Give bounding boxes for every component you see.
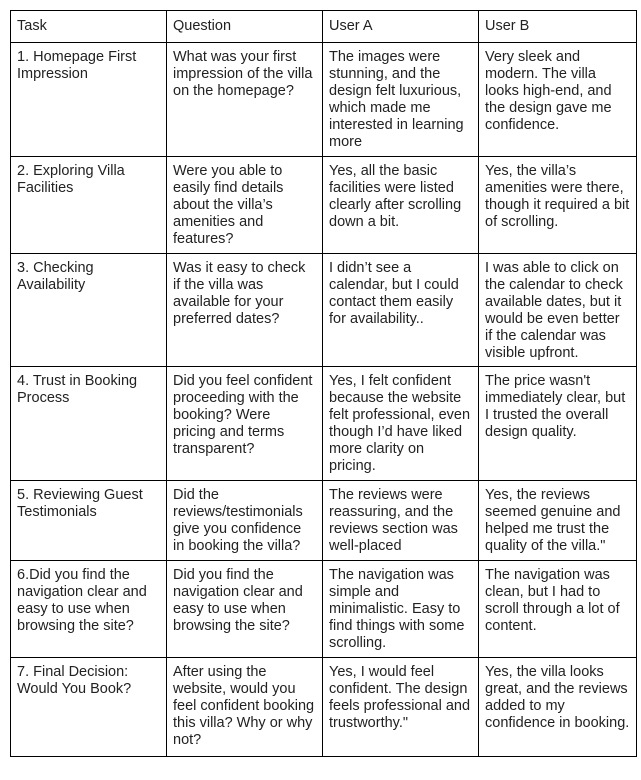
header-row (11, 11, 637, 43)
task-cell: 3. Checking Availability (11, 254, 167, 367)
user-b-cell: Very sleek and modern. The villa looks high-end, and the design gave me confidence. (479, 43, 637, 157)
task-cell: 2. Exploring Villa Facilities (11, 157, 167, 254)
header-question: Question (167, 11, 323, 43)
question-cell: Did the reviews/testimonials give you confidence in booking the villa? (167, 481, 323, 561)
task-cell: 6.Did you find the navigation clear and easy to use when browsing the site? (11, 561, 167, 658)
task-cell: 7. Final Decision: Would You Book? (11, 658, 167, 757)
table-row (11, 481, 637, 561)
question-cell: Did you feel confident proceeding with the booking? Were pricing and terms transparent? (167, 367, 323, 481)
task-cell: 5. Reviewing Guest Testimonials (11, 481, 167, 561)
user-b-cell: Yes, the villa looks great, and the reviews added to my confidence in booking. (479, 658, 637, 757)
question-cell: What was your first impression of the villa on the homepage? (167, 43, 323, 157)
header-user-b: User B (479, 11, 637, 43)
user-a-cell: Yes, all the basic facilities were listed clearly after scrolling down a bit. (323, 157, 479, 254)
question-cell: Did you find the navigation clear and easy to use when browsing the site? (167, 561, 323, 658)
table-row (11, 367, 637, 481)
user-a-cell: Yes, I would feel confident. The design feels professional and trustworthy." (323, 658, 479, 757)
question-cell: After using the website, would you feel confident booking this villa? Why or why not? (167, 658, 323, 757)
question-cell: Was it easy to check if the villa was available for your preferred dates? (167, 254, 323, 367)
table-row (11, 658, 637, 757)
user-b-cell: The price wasn't immediately clear, but I trusted the overall design quality. (479, 367, 637, 481)
table-row (11, 157, 637, 254)
user-a-cell: The navigation was simple and minimalistic. Easy to find things with some scrolling. (323, 561, 479, 658)
table-row (11, 43, 637, 157)
question-cell: Were you able to easily find details about the villa’s amenities and features? (167, 157, 323, 254)
user-b-cell: Yes, the reviews seemed genuine and helped me trust the quality of the villa." (479, 481, 637, 561)
table-row (11, 561, 637, 658)
header-user-a: User A (323, 11, 479, 43)
user-b-cell: The navigation was clean, but I had to scroll through a lot of content. (479, 561, 637, 658)
task-cell: 4. Trust in Booking Process (11, 367, 167, 481)
user-a-cell: The images were stunning, and the design felt luxurious, which made me interested in learning more (323, 43, 479, 157)
usability-results-table (10, 10, 637, 757)
user-a-cell: The reviews were reassuring, and the reviews section was well-placed (323, 481, 479, 561)
user-b-cell: I was able to click on the calendar to check available dates, but it would be even better if the calendar was visible upfront. (479, 254, 637, 367)
header-task: Task (11, 11, 167, 43)
user-a-cell: I didn’t see a calendar, but I could contact them easily for availability.. (323, 254, 479, 367)
task-cell: 1. Homepage First Impression (11, 43, 167, 157)
user-a-cell: Yes, I felt confident because the website felt professional, even though I’d have liked more clarity on pricing. (323, 367, 479, 481)
user-b-cell: Yes, the villa’s amenities were there, though it required a bit of scrolling. (479, 157, 637, 254)
table-row (11, 254, 637, 367)
